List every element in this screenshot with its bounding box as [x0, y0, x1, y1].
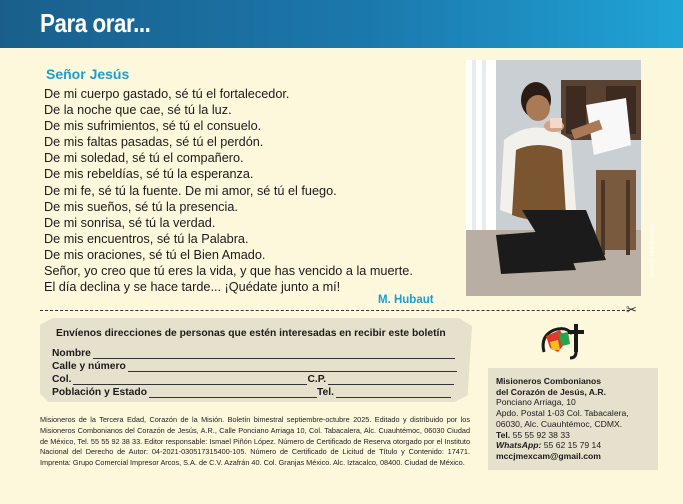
- prayer-line: De mis oraciones, sé tú el Bien Amado.: [44, 247, 266, 262]
- cut-dashed-line: [40, 310, 630, 311]
- phone-line: [496, 430, 658, 441]
- prayer-line: De mi soledad, sé tú el compañero.: [44, 151, 244, 166]
- postal-blank[interactable]: [328, 375, 454, 385]
- page-title: Para orar...: [40, 8, 151, 38]
- phone-label: Tel.: [316, 387, 334, 398]
- email-address[interactable]: mccjmexcam@gmail.com: [496, 450, 601, 461]
- prayer-author: M. Hubaut: [378, 294, 434, 306]
- prayer-line: De mis sufrimientos, sé tú el consuelo.: [44, 119, 262, 134]
- prayer-line: De mis encuentros, sé tú la Palabra.: [44, 231, 249, 246]
- city-blank[interactable]: [149, 388, 317, 398]
- prayer-line: De mis faltas pasadas, sé tú el perdón.: [44, 135, 264, 150]
- name-blank[interactable]: [93, 349, 455, 359]
- publication-credits: Misioneros de la Tercera Edad, Corazón de la Misión. Boletín bimestral septiembre-octubre 2025. Editado y distribuido por los Misioneros Combonianos del Corazón de Jesús, A.R., Calle Ponciano Arriaga 10, Col. Tabacalera, Alc. Cuauhtémoc, 06030 Ciudad de México, Tel. 55 55 92 38 33. Editor responsable: Ismael Piñón López. Número de Certificado de Reserva otorgado por el Instituto Nacional del Derecho de Autor: 04-2021-030517315400-105. Número de Certificado de Licitud de Título y Contenido: 17471. Imprenta: Grupo Comercial Impresor Arcos, S.A. de C.V. Azafrán 40. Col. Granjas México. Alc. Iztacalco, 08400. Ciudad de México.: [40, 415, 470, 468]
- scissors-icon: ✂: [626, 302, 637, 317]
- photo-illustration: [466, 60, 641, 296]
- photo-credit: Beatriz Maldonado: [649, 223, 656, 278]
- praying-woman-photo: [466, 60, 641, 296]
- street-field[interactable]: [52, 361, 457, 372]
- prayer-line: De mi cuerpo gastado, sé tú el fortalecedor.: [44, 87, 290, 101]
- org-name-line2: del Corazón de Jesús, A.R.: [496, 386, 606, 397]
- prayer-line: Señor, yo creo que tú eres la vida, y que has vencido a la muerte.: [44, 264, 413, 279]
- org-name-line1: Misioneros Combonianos: [496, 376, 602, 386]
- street-address: Ponciano Arriaga, 10: [496, 397, 576, 408]
- name-label: Nombre: [52, 348, 91, 359]
- prayer-line: De mi fe, sé tú la fuente. De mi amor, sé tú el fuego.: [44, 183, 337, 198]
- postal-label: C.P.: [307, 374, 327, 385]
- comboni-logo: [536, 322, 588, 360]
- colony-postal-field[interactable]: [52, 374, 454, 385]
- whatsapp-label: WhatsApp:: [496, 440, 542, 451]
- city-label: Población y Estado: [52, 387, 147, 398]
- street-label: Calle y número: [52, 361, 126, 372]
- phone-number: 55 55 92 38 33: [512, 429, 570, 440]
- phone-label: Tel.: [496, 429, 511, 440]
- prayer-text: [44, 86, 464, 295]
- city-phone-field[interactable]: [52, 387, 451, 398]
- street-blank[interactable]: [128, 362, 457, 372]
- whatsapp-line: [496, 440, 658, 451]
- header-banner: [0, 0, 683, 48]
- name-field[interactable]: [52, 348, 455, 359]
- prayer-line: El día declina y se hace tarde... ¡Quédate junto a mí!: [44, 280, 341, 295]
- contact-address-box: [488, 368, 658, 470]
- prayer-line: De la noche que cae, sé tú la luz.: [44, 103, 232, 118]
- whatsapp-number: 55 62 15 79 14: [543, 440, 602, 451]
- form-heading: Envíenos direcciones de personas que estén interesadas en recibir este boletín: [56, 328, 446, 339]
- city-address: 06030, Alc. Cuauhtémoc, CDMX.: [496, 418, 623, 429]
- colony-label: Col.: [52, 374, 72, 385]
- prayer-line: De mis sueños, sé tú la presencia.: [44, 199, 238, 214]
- prayer-line: De mis rebeldías, sé tú la esperanza.: [44, 167, 254, 182]
- prayer-title: Señor Jesús: [46, 66, 130, 82]
- logo-graphic: [536, 322, 588, 360]
- phone-blank[interactable]: [336, 388, 451, 398]
- colony-blank[interactable]: [73, 375, 307, 385]
- prayer-line: De mi sonrisa, sé tú la verdad.: [44, 215, 216, 230]
- postal-box: Apdo. Postal 1-03 Col. Tabacalera,: [496, 408, 629, 419]
